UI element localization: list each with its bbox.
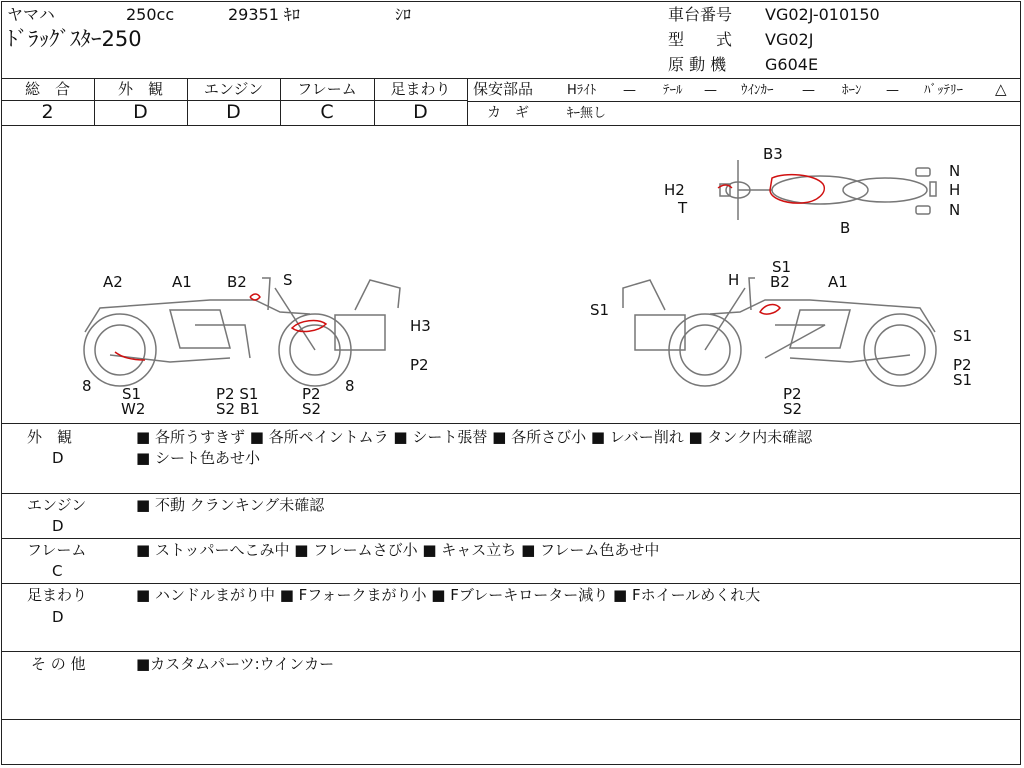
remark-category-suspension: 足まわり <box>27 586 88 604</box>
safety-headlight-status: — <box>623 83 636 98</box>
remark-category-engine: エンジン <box>27 496 87 514</box>
grade-exterior: D <box>133 101 148 123</box>
key-label: カ ギ <box>487 105 529 121</box>
divider <box>1 125 1021 126</box>
divider <box>467 101 1021 102</box>
label-H: H <box>949 181 961 199</box>
divider <box>1 493 1021 494</box>
label-P2-S1: P2 S1 <box>216 385 259 403</box>
type-value: VG02J <box>765 30 814 49</box>
mileage: 29351 ｷﾛ <box>228 5 300 24</box>
safety-horn-status: — <box>886 83 899 98</box>
label-S2-bottom: S2 <box>783 400 803 418</box>
label-P2-far-right: P2 <box>953 356 972 374</box>
safety-battery-status: △ <box>995 80 1007 98</box>
label-A1-right: A1 <box>828 273 848 291</box>
divider <box>1 651 1021 652</box>
grade-suspension: D <box>413 101 428 123</box>
label-8-left: 8 <box>82 377 92 395</box>
label-N-bottom: N <box>949 201 961 219</box>
label-S1-far-right: S1 <box>953 327 973 345</box>
label-S1-bottom-right: S1 <box>953 371 973 389</box>
remark-category-exterior: 外 観 <box>27 428 73 446</box>
divider <box>1 78 1021 79</box>
safety-winker-status: — <box>802 83 815 98</box>
remark-grade-suspension: D <box>52 608 64 626</box>
divider <box>1 719 1021 720</box>
color: ｼﾛ <box>395 5 412 24</box>
frame-no-label: 車台番号 <box>668 5 733 24</box>
label-S2: S2 <box>302 400 322 418</box>
label-N-top: N <box>949 162 961 180</box>
label-S1-top: S1 <box>772 258 792 276</box>
model-name: ﾄﾞﾗｯｸﾞｽﾀｰ250 <box>7 27 142 51</box>
label-W2: W2 <box>121 400 146 418</box>
grade-overall: 2 <box>41 101 54 123</box>
label-H2: H2 <box>664 181 685 199</box>
remark-category-other: そ の 他 <box>31 655 86 673</box>
top-view-bike-diagram <box>690 150 950 230</box>
key-value: ｷｰ無し <box>567 106 607 121</box>
label-S2-B1: S2 B1 <box>216 400 260 418</box>
divider <box>1 538 1021 539</box>
safety-label: 保安部品 <box>473 80 534 98</box>
label-H-right: H <box>728 271 740 289</box>
label-A1: A1 <box>172 273 192 291</box>
remark-grade-engine: D <box>52 517 64 535</box>
label-A2: A2 <box>103 273 123 291</box>
safety-horn: ﾎｰﾝ <box>842 83 862 98</box>
remark-text-exterior-1: ■ 各所うすきず ■ 各所ペイントムラ ■ シート張替 ■ 各所さび小 ■ レバー削れ ■ タンク内未確認 <box>136 428 813 446</box>
grade-header-overall: 総 合 <box>24 80 70 98</box>
grade-header-engine: エンジン <box>203 80 264 98</box>
safety-tail-status: — <box>704 83 717 98</box>
label-S1-left: S1 <box>590 301 610 319</box>
grade-header-frame: フレーム <box>297 80 357 98</box>
remark-text-suspension: ■ ハンドルまがり中 ■ Fフォークまがり小 ■ Fブレーキローター減り ■ Fホイールめくれ大 <box>136 586 761 604</box>
safety-winker: ｳｲﾝｶｰ <box>741 83 774 98</box>
remark-grade-exterior: D <box>52 449 64 467</box>
label-P2: P2 <box>302 385 321 403</box>
label-S1: S1 <box>122 385 142 403</box>
left-side-bike-diagram <box>80 270 420 390</box>
remark-grade-frame: C <box>52 562 63 580</box>
engine-label: 原 動 機 <box>668 55 727 74</box>
remark-category-frame: フレーム <box>27 541 87 559</box>
grade-header-exterior: 外 観 <box>117 80 163 98</box>
label-T: T <box>678 199 688 217</box>
label-H3: H3 <box>410 317 431 335</box>
label-B3: B3 <box>763 145 783 163</box>
divider <box>1 583 1021 584</box>
grade-engine: D <box>226 101 241 123</box>
label-P2-right: P2 <box>410 356 429 374</box>
divider <box>1 423 1021 424</box>
displacement: 250cc <box>126 5 175 24</box>
label-8-right: 8 <box>345 377 355 395</box>
safety-headlight: Hﾗｲﾄ <box>567 83 597 98</box>
label-S: S <box>283 271 293 289</box>
label-P2-bottom: P2 <box>783 385 802 403</box>
remark-text-other: ■カスタムパーツ:ウインカー <box>136 655 335 673</box>
safety-tail: ﾃｰﾙ <box>663 83 683 98</box>
remark-text-engine: ■ 不動 クランキング未確認 <box>136 496 325 514</box>
type-label: 型 式 <box>668 30 733 49</box>
label-B2-right: B2 <box>770 273 790 291</box>
maker: ヤマハ <box>7 5 55 24</box>
grade-header-suspension: 足まわり <box>390 80 451 98</box>
label-B: B <box>840 219 851 237</box>
frame-no: VG02J-010150 <box>765 5 880 24</box>
remark-text-exterior-2: ■ シート色あせ小 <box>136 449 260 467</box>
engine-value: G604E <box>765 55 819 74</box>
label-B2: B2 <box>227 273 247 291</box>
grade-frame: C <box>320 101 334 123</box>
safety-battery: ﾊﾞｯﾃﾘｰ <box>924 83 963 98</box>
remark-text-frame: ■ ストッパーへこみ中 ■ フレームさび小 ■ キャス立ち ■ フレーム色あせ中 <box>136 541 660 559</box>
